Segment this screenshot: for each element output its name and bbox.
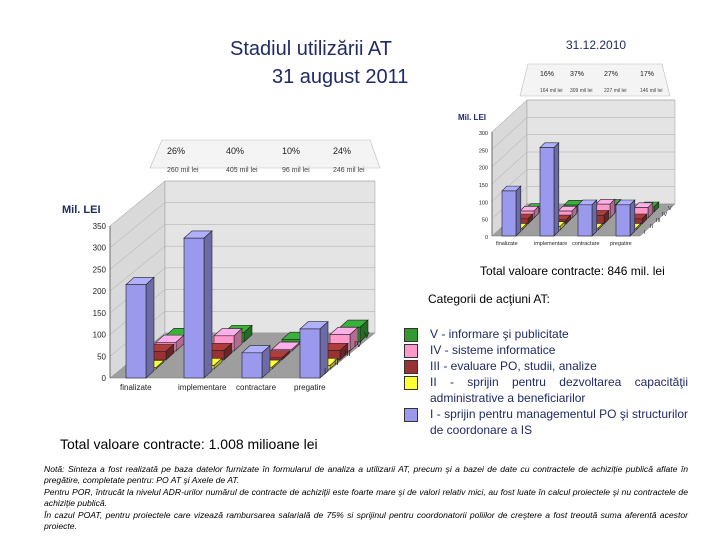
legend-label-i: I - sprijin pentru managementul PO şi structurilor de coordonare a IS [430,407,688,437]
inset-chart-percent-0: 16% [540,71,555,78]
main-chart-series-label-v: V [364,331,370,340]
inset-chart-series-label-v: V [668,206,672,212]
legend-label-iii: III - evaluare PO, studii, analize [430,359,597,373]
inset-chart-bar-i-2 [578,205,592,236]
inset-chart-value-label-3: 146 mil lei [640,88,663,94]
main-chart-percent-3: 24% [333,146,352,156]
main-chart-series-label-i: I [324,367,327,376]
legend-item-iv [404,342,688,358]
legend-swatch-iv [404,344,418,358]
inset-chart-value-label-1: 309 mil lei [570,88,593,94]
legend-item-iii [404,358,688,374]
main-chart-x-label-0: finalizate [120,383,152,392]
page-subtitle: 31 august 2011 [272,66,409,88]
inset-chart-percent-2: 27% [604,71,619,78]
main-chart-percent-0: 26% [167,146,186,156]
legend-label-iv: IV - sisteme informatice [430,343,556,357]
inset-chart-x-label-2: contractare [572,241,600,247]
inset-chart-y-tick-6: 300 [478,131,488,137]
main-chart-x-label-2: contractare [236,383,277,392]
inset-chart-total: Total valoare contracte: 846 mil. lei [480,264,665,278]
inset-chart-value-label-0: 164 mil lei [540,88,563,94]
footnote-paragraph-2: Pentru POR, întrucât la nivelul ADR-urilor numărul de contracte de achiziţii este foarte mare şi de valori relativ mici, au fost luate în calcul proiectele şi nu contractele de achiziţie publică. [44,486,688,509]
date-label: 31.12.2010 [566,38,627,52]
inset-chart-series-label-iv: IV [662,212,668,218]
main-chart-y-tick-1: 50 [97,352,106,362]
legend-item-v [404,326,688,342]
main-chart-x-label-3: pregatire [294,383,326,392]
main-chart-y-tick-4: 200 [92,287,106,297]
main-chart-value-label-0: 260 mil lei [167,167,199,174]
legend-swatch-ii [404,376,418,390]
legend-item-i [404,406,688,438]
inset-chart-bar-i-2-side [592,200,597,236]
main-chart-y-tick-0: 0 [101,374,106,383]
legend-swatch-v [404,328,418,342]
legend-swatch-i [404,408,418,422]
main-chart-y-tick-5: 250 [92,265,106,275]
inset-chart-bar-i-1-side [554,143,559,236]
legend-title: Categorii de acţiuni AT: [428,292,550,306]
inset-chart-percent-1: 37% [570,71,585,78]
footnote [44,464,688,532]
main-chart-y-label: Mil. LEI [62,204,101,216]
inset-chart-percent-3: 17% [640,71,655,78]
inset-chart-x-label-1: implementare [534,241,568,247]
main-chart-percent-2: 10% [282,146,301,156]
legend [404,326,688,438]
inset-chart-bar-i-0-side [516,186,521,236]
legend-item-ii [404,374,688,406]
inset-chart-bar-i-3-side [630,200,635,236]
inset-chart-y-tick-3: 150 [478,183,488,189]
footnote-paragraph-1: Notă: Sinteza a fost realizată pe baza datelor furnizate în formularul de analiza a utilizarii AT, precum şi a bazei de date cu contractele de achiziţie publică aflate în pregătire, completate pentru: PO AT şi Axele de AT. [44,464,688,486]
inset-chart-bar-i-3 [616,205,630,236]
main-chart-series-label-ii: II [334,358,339,367]
inset-chart-y-tick-2: 100 [478,200,488,207]
inset-chart-bar-i-1 [540,148,554,236]
inset-chart-series-label-iii: III [656,218,661,224]
main-chart-x-label-1: implementare [178,383,227,392]
main-chart-value-label-1: 405 mil lei [226,167,258,174]
main-chart-value-label-2: 96 mil lei [282,167,310,174]
inset-chart-series-label-ii: II [650,224,654,230]
main-chart-total: Total valoare contracte: 1.008 milioane lei [60,436,318,452]
legend-swatch-iii [404,360,418,374]
main-chart-y-tick-6: 300 [92,243,106,253]
main-chart-series-label-iv: IV [354,340,362,349]
main-chart-y-tick-2: 100 [92,330,106,340]
legend-label-v: V - informare şi publicitate [430,327,569,341]
footnote-paragraph-3: În cazul POAT, pentru proiectele care vizează rambursarea salarială de 75% si sprijinul pentru coordonatorii poliilor de creştere a fost treoută suma aferentă acestor proiecte. [44,509,688,532]
inset-chart-y-tick-0: 0 [484,235,488,241]
inset-chart-series-label-i: I [644,230,646,236]
main-chart-y-tick-3: 150 [92,308,106,318]
inset-chart-y-tick-5: 250 [478,148,488,155]
inset-chart-y-tick-1: 50 [481,217,488,224]
inset-chart-y-label: Mil. LEI [458,113,486,122]
inset-chart-bar-i-0 [502,191,516,236]
main-chart-percent-1: 40% [226,146,245,156]
page-title: Stadiul utilizării AT [230,38,392,60]
inset-chart-y-tick-4: 200 [478,165,488,172]
main-chart-series-label-iii: III [344,349,351,358]
inset-chart-value-label-2: 227 mil lei [604,88,627,94]
main-chart-value-label-3: 246 mil lei [333,167,365,174]
inset-chart-x-label-3: pregatire [610,241,632,247]
legend-label-ii: II - sprijin pentru dezvoltarea capacităţii administrative a beneficiarilor [430,375,688,405]
inset-chart-x-label-0: finalizate [496,241,518,247]
main-chart-y-tick-7: 350 [92,222,106,231]
